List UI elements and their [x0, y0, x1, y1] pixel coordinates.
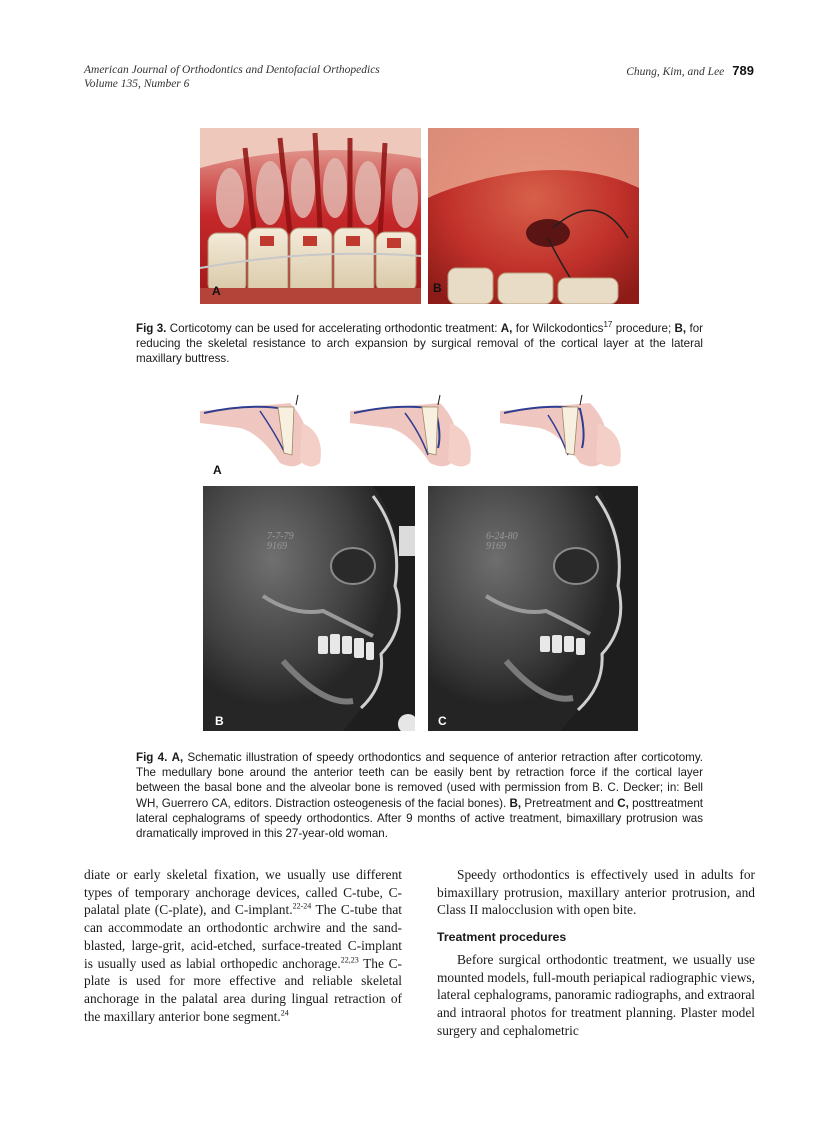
- fig3-caption-text: procedure;: [612, 322, 675, 335]
- fig3-caption-b: B,: [674, 322, 687, 335]
- citation-ref: 22,23: [340, 955, 359, 965]
- fig4-caption-text: Schematic illustration of speedy orthodontics and sequence of anterior retraction after corticotomy. The medullary bone around the anterior teeth can be easily bent by retraction force if the cortical layer between the basal bone and the alveolar bone is removed (used with permission from B. C. Decker; in: Bell WH, Guerrero CA, editors. Distraction osteogenesis of the facial bones).: [136, 751, 703, 810]
- fig3-photo-a-illustration: [200, 128, 421, 304]
- page-number: 789: [732, 63, 754, 78]
- fig4-xray-b-illustration: [203, 486, 415, 731]
- fig3-panel-a-label: A: [212, 284, 221, 298]
- body-text: diate or early skeletal fixation, we usually use different types of temporary anchorage devices, called C-tube, C-palatal plate (C-plate), and C-implant.: [84, 867, 402, 918]
- fig4-caption-text: posttreatment lateral cephalograms of speedy orthodontics. After 9 months of active treatment, bimaxillary protrusion was dramatically improved in this 27-year-old woman.: [136, 796, 703, 841]
- fig3-caption-label: Fig 3.: [136, 322, 167, 335]
- fig4-caption: [136, 750, 703, 841]
- body-text: The C-plate is used for more effective and reliable skeletal anchorage in the palatal area during lingual retraction of the maxillary anterior bone segment.: [84, 955, 402, 1024]
- fig4-xray-b: [203, 486, 415, 731]
- fig3-caption-text: for reducing the skeletal resistance to arch expansion by surgical removal of the cortical layer at the lateral maxillary buttress.: [136, 322, 704, 366]
- fig4-caption-a: A,: [171, 751, 184, 764]
- fig4-panel-b-label: B: [215, 714, 224, 728]
- fig3-photo-b-illustration: [428, 128, 639, 304]
- fig4-caption-b: B,: [509, 796, 522, 810]
- right-column: [437, 866, 755, 1039]
- section-heading: Treatment procedures: [437, 930, 567, 945]
- fig3-caption-ref: 17: [603, 320, 613, 330]
- fig4-xray-c-note: 6-24-80 9169: [486, 531, 518, 552]
- fig3-caption-text: Corticotomy can be used for accelerating orthodontic treatment:: [166, 322, 501, 335]
- body-text: The C-tube that can accommodate an orthodontic archwire and the sand-blasted, large-grit, acid-etched, surface-treated C-implant is usually used as labial orthopedic anchorage.: [84, 902, 402, 971]
- citation-ref: 22-24: [292, 901, 312, 911]
- fig4-xray-b-note: 7-7-79 9169: [267, 531, 294, 552]
- running-header-authors: Chung, Kim, and Lee: [626, 66, 725, 78]
- right-column-paragraph-2: Before surgical orthodontic treatment, we usually use mounted models, full-mouth periapical radiographic views, lateral cephalograms, panoramic radiographs, and extraoral and intraoral photos for treatment planning. Plaster model surgery and cephalometric: [437, 951, 755, 1038]
- left-column: [84, 866, 402, 1025]
- fig3-photo-a: [200, 128, 421, 304]
- fig4-caption-c: C,: [617, 796, 629, 810]
- fig3-caption: [136, 321, 703, 367]
- journal-title: American Journal of Orthodontics and Dentofacial Orthopedics: [84, 64, 380, 76]
- fig4-panel-a: [200, 393, 640, 477]
- fig4-panel-a-label: A: [213, 463, 222, 477]
- fig4-caption-label: Fig 4.: [136, 751, 168, 764]
- left-column-paragraph: [84, 866, 402, 1025]
- fig4-panel-c-label: C: [438, 714, 447, 728]
- fig3-caption-a: A,: [500, 322, 513, 335]
- schematic-stage-1: [200, 395, 321, 467]
- fig3-caption-text: for Wilckodontics: [512, 322, 604, 335]
- fig4-xray-c: [428, 486, 638, 731]
- right-column-paragraph-1: Speedy orthodontics is effectively used in adults for bimaxillary protrusion, maxillary anterior protrusion, and Class II malocclusion with open bite.: [437, 867, 755, 918]
- fig4-caption-text: Pretreatment and: [521, 796, 618, 810]
- running-header-journal: [84, 63, 380, 91]
- fig4-xray-c-illustration: [428, 486, 638, 731]
- journal-volume: Volume 135, Number 6: [84, 78, 190, 90]
- fig3-panel-b-label: B: [433, 281, 442, 295]
- fig3-photo-b: [428, 128, 639, 304]
- citation-ref: 24: [280, 1008, 289, 1018]
- running-header-right: [626, 63, 754, 78]
- fig4-schematic-illustration: [200, 393, 640, 477]
